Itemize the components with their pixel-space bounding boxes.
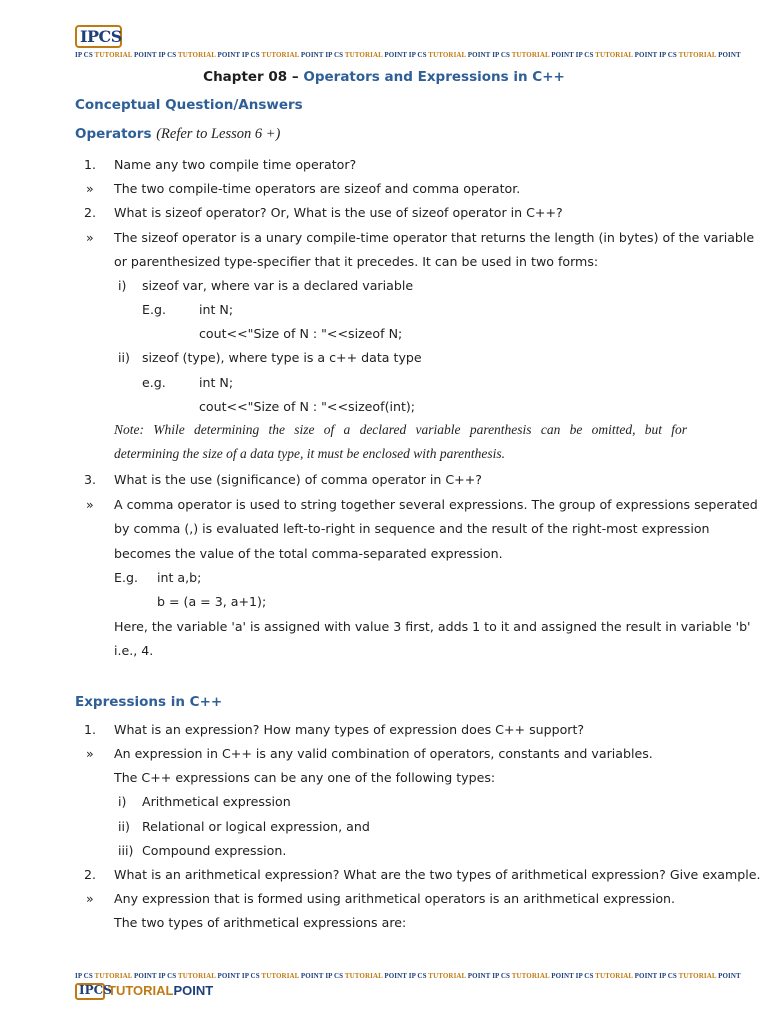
list-item: Relational or logical expression, and xyxy=(142,819,370,834)
answer-text: The sizeof operator is a unary compile-time operator that returns the length (in bytes) of the variable xyxy=(114,230,755,245)
logo-text: IPCS xyxy=(80,27,122,46)
footer-logo-box xyxy=(75,983,112,1000)
strip-text-tutorial: TUTORIAL xyxy=(678,972,719,980)
strip-text-tutorial: TUTORIAL xyxy=(344,972,385,980)
strip-text-ipcs: IP CS xyxy=(659,51,679,59)
strip-text-tutorial: TUTORIAL xyxy=(595,972,635,980)
strip-text-point: POINT xyxy=(467,51,493,59)
answer-text: i.e., 4. xyxy=(114,643,154,658)
answer-text: Any expression that is formed using arithmetical operators is an arithmetical expression. xyxy=(114,891,676,906)
strip-text-tutorial: TUTORIAL xyxy=(177,972,218,980)
question-text: What is an expression? How many types of expression does C++ support? xyxy=(114,722,585,737)
strip-text-point: POINT xyxy=(384,51,409,59)
strip-text-point: POINT xyxy=(718,51,741,59)
title-dash: – xyxy=(287,69,304,85)
page-title xyxy=(0,69,768,85)
strip-text-ipcs: IP CS xyxy=(575,972,596,980)
list-marker: i) xyxy=(118,278,127,293)
note-text: Note: While determining the size of a declared variable parenthesis can be omitted, but for xyxy=(114,422,687,437)
question-text: Name any two compile time operator? xyxy=(114,157,357,172)
lesson-reference: (Refer to Lesson 6 +) xyxy=(156,126,281,142)
strip-text-ipcs: IP CS xyxy=(492,51,512,59)
answer-text: An expression in C++ is any valid combination of operators, constants and variables. xyxy=(114,746,653,761)
answer-text: The C++ expressions can be any one of the following types: xyxy=(114,770,496,785)
strip-text-ipcs: IP CS xyxy=(158,972,178,980)
list-marker: ii) xyxy=(118,350,130,365)
strip-text-tutorial: TUTORIAL xyxy=(344,51,385,59)
answer-marker: » xyxy=(86,181,94,196)
code-line: cout<<"Size of N : "<<sizeof N; xyxy=(199,326,403,341)
answer-marker: » xyxy=(86,497,94,512)
footer-logo xyxy=(75,983,214,1000)
strip-text-ipcs: IP CS xyxy=(75,51,95,59)
answer-text: The two compile-time operators are sizeof and comma operator. xyxy=(114,181,521,196)
strip-text-ipcs: IP CS xyxy=(158,51,178,59)
strip-text-tutorial: TUTORIAL xyxy=(261,972,301,980)
strip-text-tutorial: TUTORIAL xyxy=(511,51,552,59)
chapter-subject: Operators and Expressions in C++ xyxy=(303,69,565,85)
strip-text-point: POINT xyxy=(217,972,242,980)
code-line: int a,b; xyxy=(157,570,202,585)
strip-text-ipcs: IP CS xyxy=(408,51,429,59)
section-heading-expressions: Expressions in C++ xyxy=(75,694,223,710)
list-item: Compound expression. xyxy=(142,843,287,858)
strip-text-point: POINT xyxy=(217,51,242,59)
strip-text-ipcs: IP CS xyxy=(325,972,345,980)
list-item: Arithmetical expression xyxy=(142,794,291,809)
list-marker: ii) xyxy=(118,819,130,834)
footer-logo-word xyxy=(108,983,213,998)
footer-brand-strip xyxy=(75,972,741,980)
code-line: cout<<"Size of N : "<<sizeof(int); xyxy=(199,399,416,414)
example-label: e.g. xyxy=(142,375,166,390)
strip-text-ipcs: IP CS xyxy=(492,972,512,980)
answer-text: The two types of arithmetical expressions are: xyxy=(114,915,407,930)
strip-text-point: POINT xyxy=(551,51,576,59)
strip-text-ipcs: IP CS xyxy=(659,972,679,980)
section-heading-conceptual: Conceptual Question/Answers xyxy=(75,97,303,113)
ipcs-logo xyxy=(75,25,122,48)
strip-text-point: POINT xyxy=(300,972,326,980)
question-text: What is the use (significance) of comma operator in C++? xyxy=(114,472,482,487)
strip-text-tutorial: TUTORIAL xyxy=(428,972,468,980)
answer-text: or parenthesized type-specifier that it precedes. It can be used in two forms: xyxy=(114,254,599,269)
strip-text-point: POINT xyxy=(634,972,660,980)
question-text: What is sizeof operator? Or, What is the use of sizeof operator in C++? xyxy=(114,205,563,220)
strip-text-ipcs: IP CS xyxy=(75,972,95,980)
code-line: int N; xyxy=(199,302,234,317)
strip-text-ipcs: IP CS xyxy=(325,51,345,59)
list-item: sizeof (type), where type is a c++ data type xyxy=(142,350,422,365)
code-line: b = (a = 3, a+1); xyxy=(157,594,267,609)
question-number: 1. xyxy=(84,722,97,737)
list-item: sizeof var, where var is a declared variable xyxy=(142,278,414,293)
strip-text-tutorial: TUTORIAL xyxy=(595,51,635,59)
operators-heading-text: Operators xyxy=(75,126,152,142)
answer-text: by comma (,) is evaluated left-to-right in sequence and the result of the right-most expression xyxy=(114,521,710,536)
strip-text-ipcs: IP CS xyxy=(241,51,262,59)
strip-text-point: POINT xyxy=(384,972,409,980)
strip-text-tutorial: TUTORIAL xyxy=(94,972,135,980)
question-number: 2. xyxy=(84,867,97,882)
subsection-heading-operators xyxy=(75,126,280,143)
example-label: E.g. xyxy=(142,302,166,317)
strip-text-ipcs: IP CS xyxy=(575,51,596,59)
question-number: 3. xyxy=(84,472,97,487)
strip-text-tutorial: TUTORIAL xyxy=(94,51,135,59)
answer-marker: » xyxy=(86,746,94,761)
answer-text: A comma operator is used to string together several expressions. The group of expressions seperated xyxy=(114,497,758,512)
strip-text-point: POINT xyxy=(300,51,326,59)
list-marker: i) xyxy=(118,794,127,809)
answer-text: Here, the variable 'a' is assigned with value 3 first, adds 1 to it and assigned the result in variable 'b' xyxy=(114,619,751,634)
strip-text-tutorial: TUTORIAL xyxy=(428,51,468,59)
strip-text-point: POINT xyxy=(551,972,576,980)
strip-text-tutorial: TUTORIAL xyxy=(678,51,719,59)
list-marker: iii) xyxy=(118,843,134,858)
example-label: E.g. xyxy=(114,570,138,585)
chapter-number: Chapter 08 xyxy=(203,69,288,85)
question-number: 2. xyxy=(84,205,97,220)
footer-logo-box-text: IPCS xyxy=(79,983,112,997)
answer-marker: » xyxy=(86,891,94,906)
answer-marker: » xyxy=(86,230,94,245)
strip-text-point: POINT xyxy=(634,51,660,59)
answer-text: becomes the value of the total comma-separated expression. xyxy=(114,546,503,561)
strip-text-point: POINT xyxy=(134,51,159,59)
strip-text-tutorial: TUTORIAL xyxy=(177,51,218,59)
strip-text-ipcs: IP CS xyxy=(408,972,429,980)
note-text: determining the size of a data type, it must be enclosed with parenthesis. xyxy=(114,446,505,461)
strip-text-point: POINT xyxy=(718,972,741,980)
strip-text-tutorial: TUTORIAL xyxy=(261,51,301,59)
header-brand-strip xyxy=(75,51,741,59)
code-line: int N; xyxy=(199,375,234,390)
question-number: 1. xyxy=(84,157,97,172)
strip-text-tutorial: TUTORIAL xyxy=(511,972,552,980)
strip-text-point: POINT xyxy=(467,972,493,980)
footer-logo-word-2: POINT xyxy=(173,983,214,998)
footer-logo-word-1: TUTORIAL xyxy=(108,983,174,998)
strip-text-ipcs: IP CS xyxy=(241,972,262,980)
strip-text-point: POINT xyxy=(134,972,159,980)
question-text: What is an arithmetical expression? What are the two types of arithmetical expression? Give example. xyxy=(114,867,761,882)
